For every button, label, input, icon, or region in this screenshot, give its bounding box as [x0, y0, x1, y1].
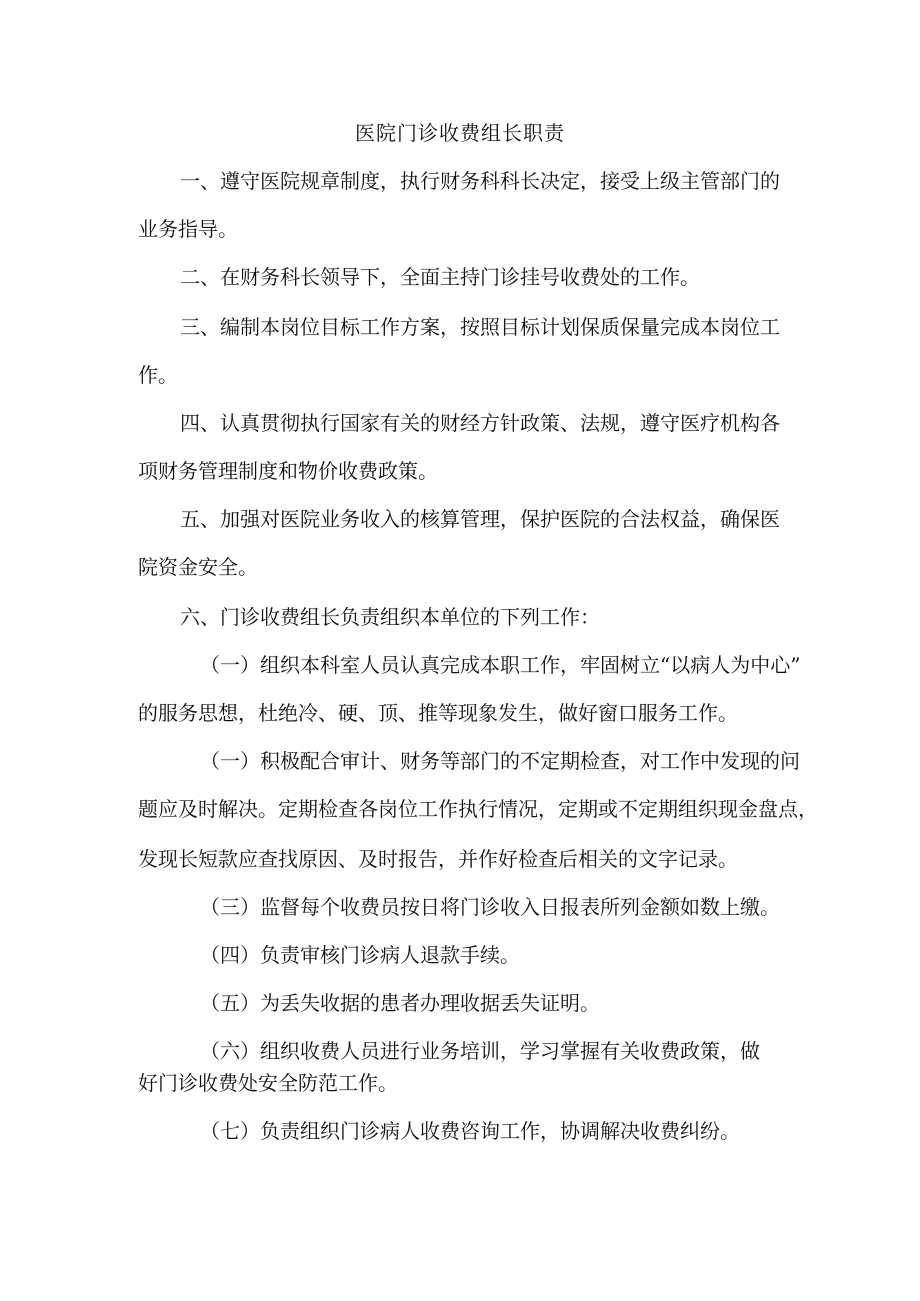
text-line: 好门诊收费处安全防范工作。 [138, 1071, 398, 1095]
text-line: （六）组织收费人员进行业务培训，学习掌握有关收费政策，做 [200, 1039, 760, 1063]
text-line: （一）组织本科室人员认真完成本职工作，牢固树立“以病人为中心” [200, 653, 801, 677]
text-line: （五）为丢失收据的患者办理收据丢失证明。 [200, 991, 600, 1015]
text-line: 题应及时解决。定期检查各岗位工作执行情况，定期或不定期组织现金盘点， [138, 797, 818, 821]
text-line: 院资金安全。 [138, 555, 258, 579]
text-line: （七）负责组织门诊病人收费咨询工作，协调解决收费纠纷。 [200, 1119, 740, 1143]
document-title: 医院门诊收费组长职责 [355, 121, 565, 145]
text-line: 六、门诊收费组长负责组织本单位的下列工作： [180, 605, 600, 629]
text-line: 四、认真贯彻执行国家有关的财经方针政策、法规，遵守医疗机构各 [180, 411, 780, 435]
text-line: 二、在财务科长领导下，全面主持门诊挂号收费处的工作。 [180, 265, 700, 289]
text-line: 一、遵守医院规章制度，执行财务科科长决定，接受上级主管部门的 [180, 169, 780, 193]
text-line: 三、编制本岗位目标工作方案，按照目标计划保质保量完成本岗位工 [180, 315, 780, 339]
text-line: 作。 [138, 363, 178, 387]
text-line: 项财务管理制度和物价收费政策。 [138, 459, 438, 483]
text-line: （四）负责审核门诊病人退款手续。 [200, 943, 520, 967]
text-line: （三）监督每个收费员按日将门诊收入日报表所列金额如数上缴。 [200, 895, 780, 919]
text-line: 发现长短款应查找原因、及时报告，并作好检查后相关的文字记录。 [138, 847, 738, 871]
text-line: 业务指导。 [138, 217, 238, 241]
text-line: （一）积极配合审计、财务等部门的不定期检查，对工作中发现的问 [200, 749, 800, 773]
text-line: 五、加强对医院业务收入的核算管理，保护医院的合法权益，确保医 [180, 507, 780, 531]
text-line: 的服务思想，杜绝冷、硬、顶、推等现象发生，做好窗口服务工作。 [138, 701, 738, 725]
